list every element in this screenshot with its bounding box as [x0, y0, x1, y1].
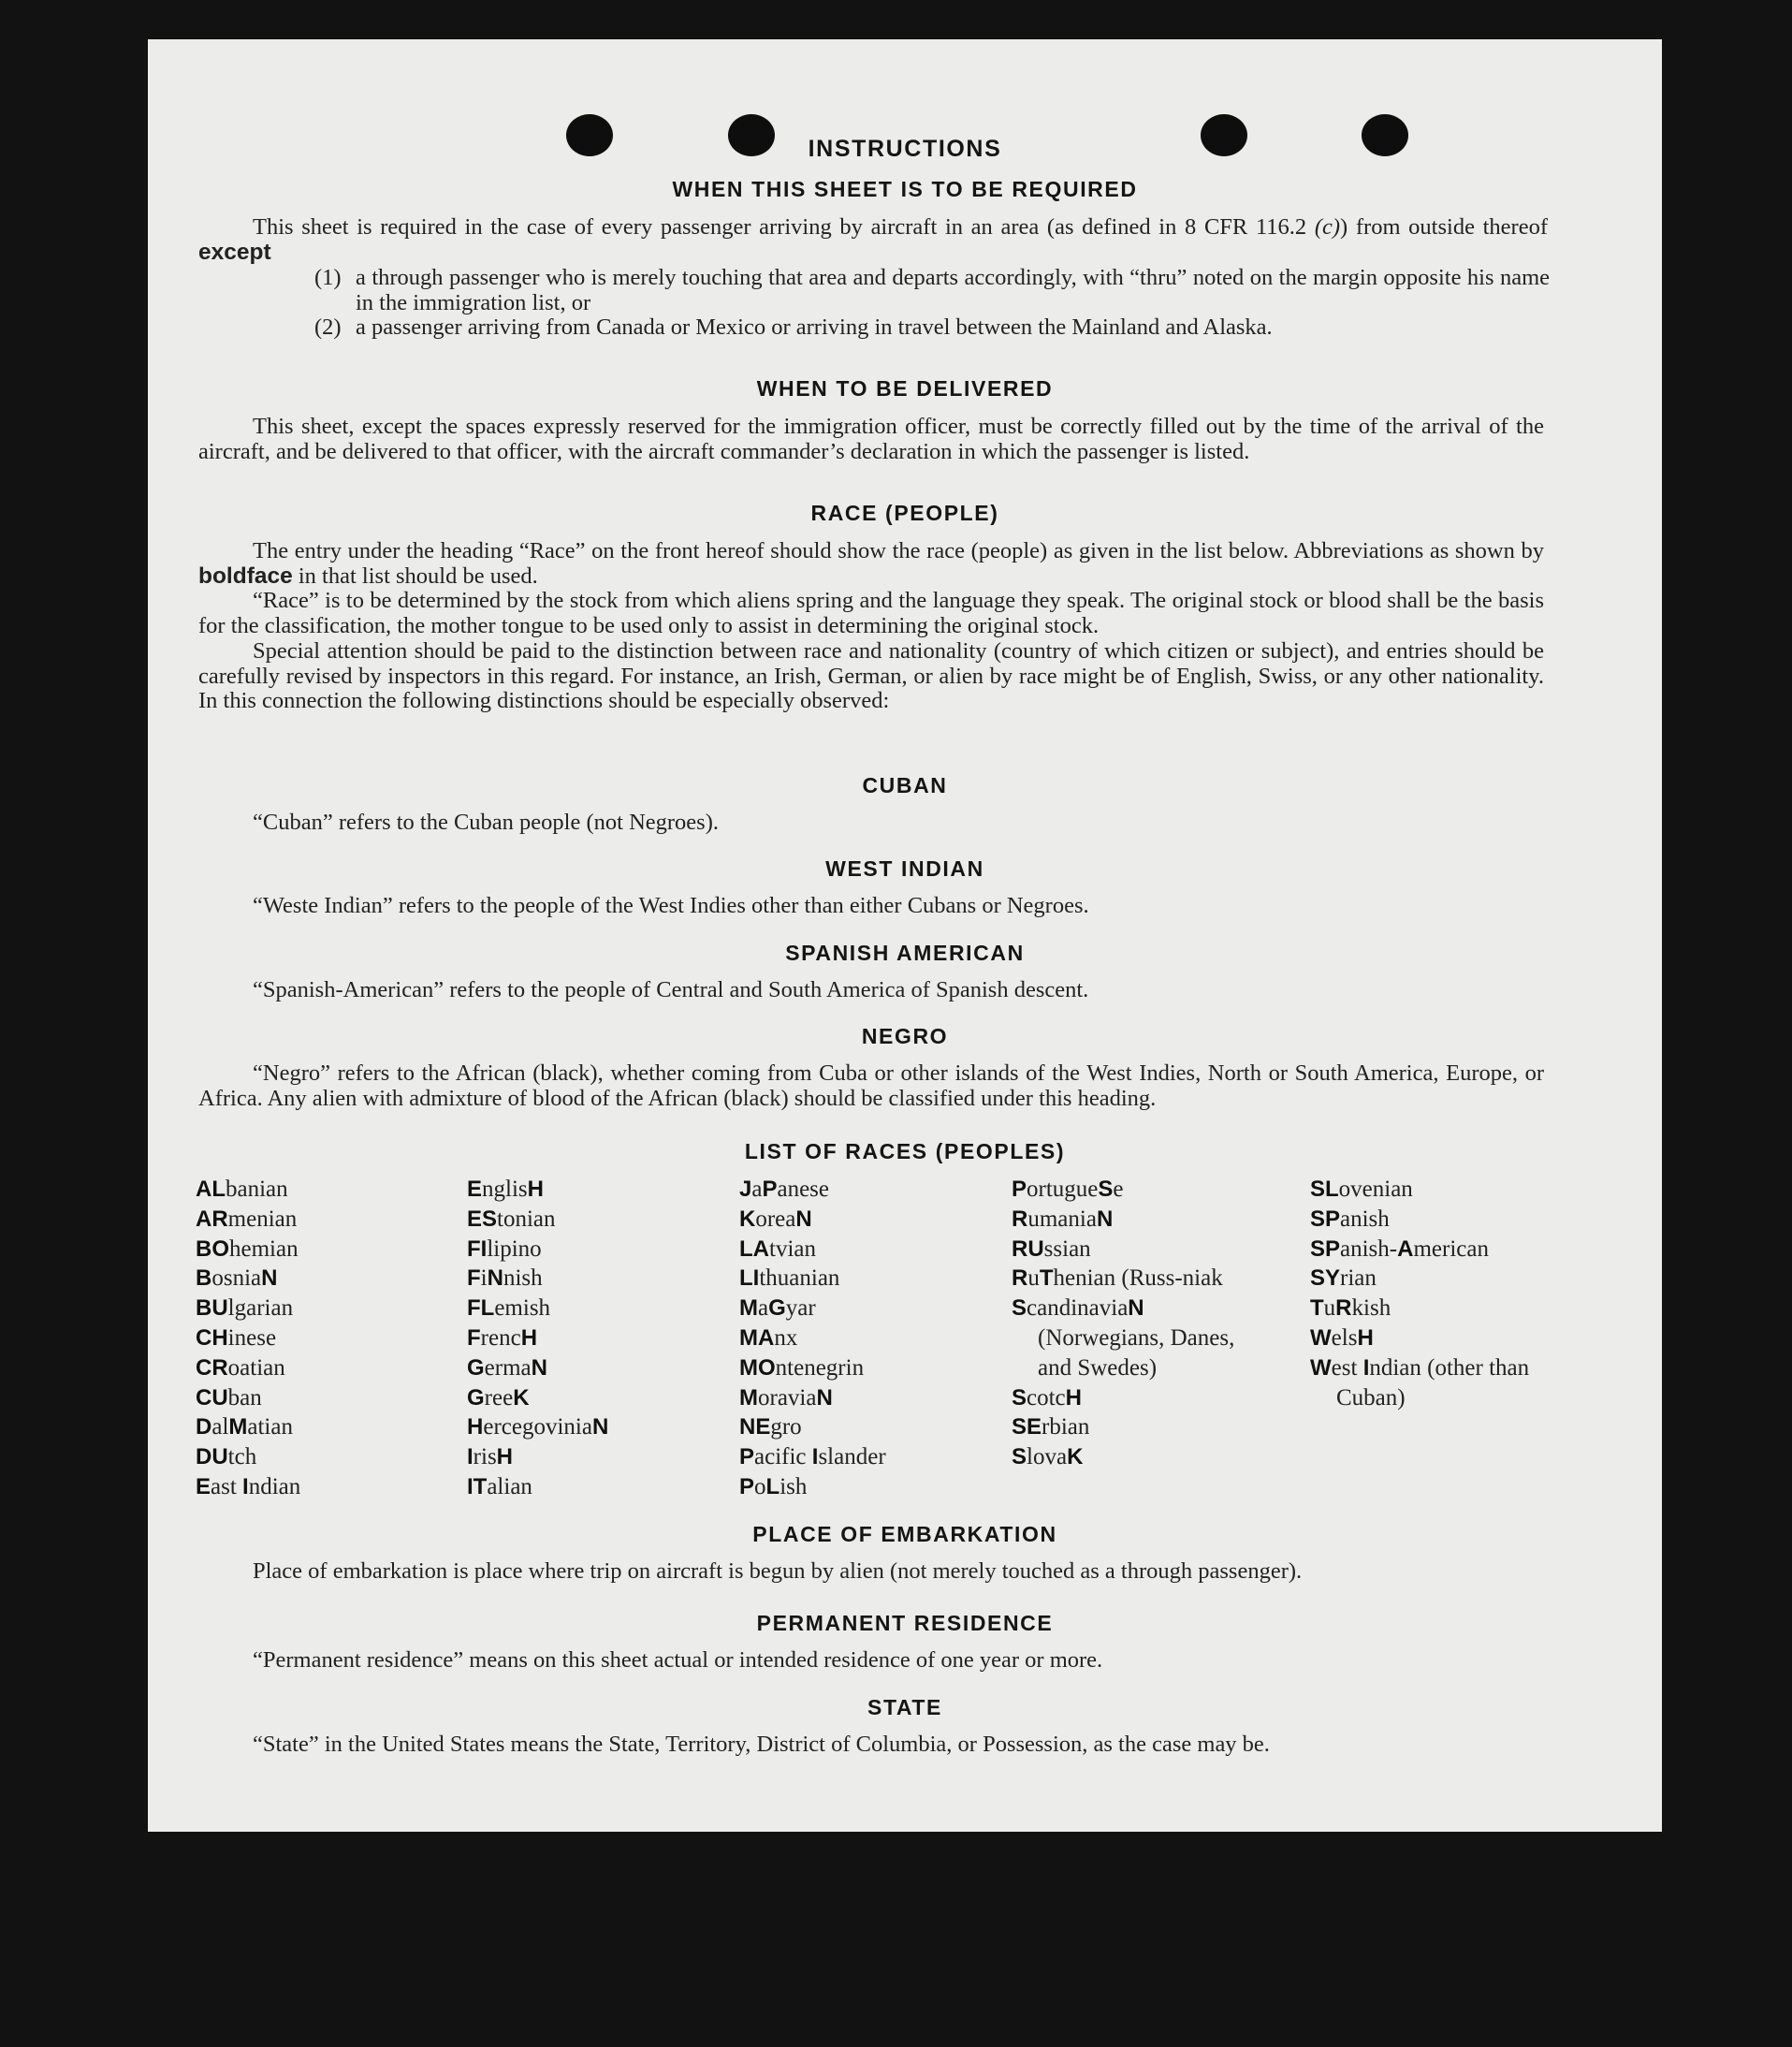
abbreviation-letters: I	[1362, 1354, 1370, 1381]
race-list-item	[467, 1264, 710, 1294]
race-name-text: renc	[480, 1324, 521, 1351]
abbreviation-letters: W	[1310, 1354, 1332, 1381]
race-name-text: umania	[1027, 1206, 1097, 1232]
abbreviation-letters: CH	[196, 1324, 228, 1351]
race-list-item	[1310, 1235, 1555, 1265]
heading-delivered: WHEN TO BE DELIVERED	[756, 376, 1054, 401]
race-name-text: i	[480, 1265, 488, 1292]
race-name-text: (Norwegians, Danes, and Swedes)	[1038, 1324, 1235, 1381]
race-list-item	[196, 1472, 439, 1502]
race-list-item	[1012, 1412, 1257, 1442]
race-name-text: henian (Russ-niak	[1053, 1265, 1223, 1292]
race-name-text: tonian	[497, 1206, 556, 1232]
bold-text: except	[198, 239, 271, 265]
abbreviation-letters: SP	[1310, 1236, 1341, 1262]
exception-number: (1)	[314, 265, 342, 290]
abbreviation-letters: R	[1012, 1206, 1028, 1232]
race-list-item	[196, 1323, 439, 1353]
race-list-item	[467, 1323, 710, 1353]
race-name-text: o	[754, 1473, 766, 1499]
race-column	[1310, 1175, 1555, 1412]
race-name-text: tvian	[769, 1236, 816, 1262]
race-name-text: ree	[484, 1384, 514, 1411]
page-title: INSTRUCTIONS	[808, 136, 1002, 162]
race-list-item	[739, 1412, 992, 1442]
abbreviation-letters: T	[1039, 1265, 1054, 1292]
race-list-item	[196, 1175, 439, 1205]
race-name-text: thuanian	[759, 1265, 840, 1292]
race-list-item	[739, 1175, 992, 1205]
race-name-text: tch	[227, 1444, 257, 1470]
race-list-item	[739, 1472, 992, 1502]
race-list-item	[467, 1175, 710, 1205]
race-name-text: menian	[227, 1206, 298, 1232]
race-list-item	[1012, 1294, 1257, 1382]
delivered-text: This sheet, except the spaces expressly reserved for the immigration officer, must be correctly filled out by the time of the arrival of the aircraft, and be delivered to that officer, with the aircraft commander’s declaration in which the passenger is listed.	[198, 414, 1544, 464]
race-list-item	[196, 1294, 439, 1323]
race-list-item	[196, 1353, 439, 1383]
race-name-text: ban	[227, 1384, 262, 1411]
race-name-text: ssian	[1043, 1236, 1091, 1262]
heading-race: RACE (PEOPLE)	[810, 501, 999, 525]
text: ) from outside thereof	[1340, 214, 1548, 240]
race-name-text: slander	[818, 1444, 886, 1470]
race-list-item	[1310, 1175, 1555, 1205]
race-list-item	[1012, 1235, 1257, 1265]
race-name-text: erma	[484, 1354, 532, 1381]
abbreviation-letters: DU	[196, 1444, 228, 1470]
race-name-text: al	[211, 1414, 229, 1440]
race-list-item	[739, 1353, 992, 1383]
race-list-item	[739, 1442, 992, 1472]
race-column	[196, 1175, 439, 1502]
race-list-item	[467, 1353, 710, 1383]
race-name-text: anish	[1340, 1206, 1390, 1232]
race-name-text: nglis	[482, 1177, 528, 1202]
heading-spanish-american: SPANISH AMERICAN	[785, 941, 1025, 965]
abbreviation-letters: AR	[196, 1206, 228, 1232]
race-list-item	[1310, 1264, 1555, 1294]
abbreviation-letters: H	[496, 1444, 514, 1470]
abbreviation-letters: L	[765, 1473, 780, 1499]
abbreviation-letters: M	[228, 1414, 248, 1440]
race-name-text: lipino	[487, 1236, 542, 1262]
race-name-text: ndian	[248, 1473, 301, 1499]
abbreviation-letters: N	[1096, 1206, 1114, 1232]
race-list-item	[196, 1383, 439, 1413]
race-name-text: els	[1331, 1324, 1358, 1351]
abbreviation-letters: S	[1012, 1384, 1027, 1411]
race-name-text: orea	[755, 1206, 796, 1232]
abbreviation-letters: NE	[739, 1414, 771, 1440]
race-name-text: emish	[494, 1295, 551, 1322]
race-list-item	[1012, 1442, 1257, 1472]
abbreviation-letters: LA	[739, 1236, 769, 1262]
race-list-item	[467, 1205, 710, 1235]
abbreviation-letters: R	[1012, 1265, 1028, 1292]
race-name-text: yar	[785, 1295, 816, 1322]
abbreviation-letters: W	[1310, 1324, 1332, 1351]
abbreviation-letters: CR	[196, 1354, 228, 1381]
race-list-item	[467, 1442, 710, 1472]
abbreviation-letters: ES	[467, 1206, 498, 1232]
race-name-text: a	[758, 1295, 769, 1322]
abbreviation-letters: I	[467, 1444, 473, 1470]
race-list-item	[1012, 1175, 1257, 1205]
race-name-text: ercegovinia	[483, 1414, 592, 1440]
spanish-american-text: “Spanish-American” refers to the people of Central and South America of Spanish descent.	[253, 977, 1089, 1002]
abbreviation-letters: N	[531, 1354, 547, 1381]
race-name-text: e	[1113, 1177, 1124, 1202]
race-name-text: u	[1323, 1295, 1336, 1322]
abbreviation-letters: G	[467, 1384, 485, 1411]
race-list-item	[467, 1472, 710, 1502]
abbreviation-letters: A	[1397, 1236, 1414, 1262]
race-column	[739, 1175, 992, 1502]
bold-text: boldface	[198, 563, 293, 589]
race-name-text: nx	[774, 1324, 798, 1351]
race-name-text: gro	[770, 1414, 802, 1440]
abbreviation-letters: N	[487, 1265, 503, 1292]
race-name-text: ish	[779, 1473, 808, 1499]
race-name-text: acific	[754, 1444, 812, 1470]
abbreviation-letters: N	[816, 1384, 833, 1411]
heading-list: LIST OF RACES (PEOPLES)	[744, 1139, 1066, 1163]
abbreviation-letters: P	[762, 1177, 778, 1202]
abbreviation-letters: N	[591, 1414, 609, 1440]
race-name-text: ovenian	[1338, 1177, 1413, 1202]
race-list-item	[196, 1264, 439, 1294]
heading-west-indian: WEST INDIAN	[825, 856, 984, 881]
race-name-text: u	[1027, 1265, 1040, 1292]
abbreviation-letters: SY	[1310, 1265, 1341, 1292]
race-name-text: nish	[503, 1265, 543, 1292]
race-name-text: lova	[1027, 1444, 1068, 1470]
race-name-text: est	[1331, 1354, 1363, 1381]
race-name-text: cotc	[1027, 1384, 1066, 1411]
race-list-item	[196, 1235, 439, 1265]
abbreviation-letters: D	[196, 1414, 212, 1440]
required-intro	[198, 215, 1548, 265]
race-name-text: candinavia	[1027, 1295, 1129, 1322]
text: in that list should be used.	[292, 563, 538, 589]
race-list-item	[1310, 1323, 1555, 1353]
abbreviation-letters: BU	[196, 1295, 228, 1322]
abbreviation-letters: K	[513, 1384, 530, 1411]
race-list-item	[196, 1442, 439, 1472]
heading-required: WHEN THIS SHEET IS TO BE REQUIRED	[672, 177, 1138, 201]
abbreviation-letters: IT	[467, 1473, 488, 1499]
abbreviation-letters: K	[739, 1206, 756, 1232]
race-list-item	[196, 1205, 439, 1235]
race-name-text: hemian	[229, 1236, 299, 1262]
abbreviation-letters: R	[1335, 1295, 1352, 1322]
race-name-text: rian	[1340, 1265, 1377, 1292]
race-list-item	[739, 1323, 992, 1353]
heading-embarkation: PLACE OF EMBARKATION	[752, 1522, 1057, 1546]
abbreviation-letters: S	[1012, 1444, 1027, 1470]
instruction-sheet	[148, 39, 1662, 1832]
embarkation-text: Place of embarkation is place where trip on aircraft is begun by alien (not merely touched as a through passenger).	[253, 1558, 1303, 1584]
abbreviation-letters: SE	[1012, 1414, 1042, 1440]
race-list-item	[1012, 1383, 1257, 1413]
exception-number: (2)	[314, 314, 342, 340]
abbreviation-letters: S	[1098, 1177, 1114, 1202]
race-name-text: ndian (other than Cuban)	[1336, 1354, 1530, 1411]
abbreviation-letters: G	[768, 1295, 786, 1322]
race-name-text: lgarian	[227, 1295, 294, 1322]
race-list-item	[739, 1235, 992, 1265]
negro-text: “Negro” refers to the African (black), whether coming from Cuba or other islands of the West Indies, North or South America, Europe, or Africa. Any alien with admixture of blood of the African (black) should be classified under this heading.	[198, 1060, 1544, 1111]
abbreviation-letters: J	[739, 1177, 752, 1202]
race-text	[198, 539, 1544, 714]
heading-residence: PERMANENT RESIDENCE	[756, 1611, 1054, 1635]
abbreviation-letters: LI	[739, 1265, 760, 1292]
residence-text: “Permanent residence” means on this sheet actual or intended residence of one year or more.	[253, 1647, 1103, 1673]
abbreviation-letters: P	[1012, 1177, 1027, 1202]
abbreviation-letters: F	[467, 1324, 481, 1351]
race-name-text: ortugue	[1027, 1177, 1099, 1202]
race-list-item	[739, 1205, 992, 1235]
abbreviation-letters: I	[242, 1473, 249, 1499]
abbreviation-letters: H	[520, 1324, 538, 1351]
race-name-text: merican	[1413, 1236, 1489, 1262]
race-name-text: ntenegrin	[775, 1354, 865, 1381]
race-list-item	[467, 1412, 710, 1442]
race-name-text: banian	[226, 1177, 288, 1202]
abbreviation-letters: H	[467, 1414, 484, 1440]
race-name-text: ast	[211, 1473, 243, 1499]
race-list-item	[467, 1235, 710, 1265]
abbreviation-letters: G	[467, 1354, 485, 1381]
abbreviation-letters: SL	[1310, 1177, 1339, 1202]
heading-cuban: CUBAN	[862, 773, 948, 797]
exception-text	[356, 266, 1550, 315]
abbreviation-letters: SP	[1310, 1206, 1341, 1232]
text: The entry under the heading “Race” on the front hereof should show the race (people) as given in the list below. Abbreviations as shown by	[253, 538, 1544, 563]
paragraph: Special attention should be paid to the distinction between race and nationality (country of which citizen or subject), and entries should be carefully revised by inspectors in this regard. For instance, an Irish, German, or alien by race might be of English, Swiss, or any other nationality. In this connection the following distinctions should be especially observed:	[198, 637, 1544, 714]
abbreviation-letters: T	[1310, 1295, 1324, 1322]
paragraph	[198, 539, 1544, 589]
paragraph: “Race” is to be determined by the stock from which aliens spring and the language they speak. The original stock or blood shall be the basis for the classification, the mother tongue to be used only to assist in determining the original stock.	[198, 588, 1544, 639]
abbreviation-letters: N	[795, 1206, 812, 1232]
race-name-text: kish	[1351, 1295, 1391, 1322]
race-name-text: anese	[777, 1177, 830, 1202]
race-list-item	[467, 1294, 710, 1323]
race-list-item	[739, 1264, 992, 1294]
abbreviation-letters: M	[739, 1295, 758, 1322]
west-indian-text: “Weste Indian” refers to the people of the West Indies other than either Cubans or Negroes.	[253, 893, 1089, 918]
text: This sheet is required in the case of every passenger arriving by aircraft in an area (as defined in 8 CFR 116.2	[253, 214, 1315, 240]
race-list-item	[739, 1294, 992, 1323]
race-list-item	[467, 1383, 710, 1413]
race-column	[1012, 1175, 1257, 1472]
race-list-item	[1310, 1294, 1555, 1323]
race-list-item	[1012, 1264, 1257, 1294]
abbreviation-letters: H	[1357, 1324, 1374, 1351]
race-name-text: oravia	[758, 1384, 817, 1411]
race-name-text: anish-	[1340, 1236, 1398, 1262]
abbreviation-letters: S	[1012, 1295, 1027, 1322]
race-name-text: oatian	[227, 1354, 285, 1381]
abbreviation-letters: FL	[467, 1295, 495, 1322]
abbreviation-letters: N	[261, 1265, 278, 1292]
abbreviation-letters: F	[467, 1265, 481, 1292]
abbreviation-letters: K	[1067, 1444, 1084, 1470]
race-name-text: atian	[247, 1414, 293, 1440]
abbreviation-letters: AL	[196, 1177, 226, 1202]
race-name-text: inese	[227, 1324, 277, 1351]
heading-state: STATE	[867, 1695, 942, 1719]
race-name-text: a	[751, 1177, 763, 1202]
race-list-item	[196, 1412, 439, 1442]
abbreviation-letters: B	[196, 1265, 212, 1292]
race-name-text: alian	[487, 1473, 532, 1499]
abbreviation-letters: H	[1065, 1384, 1082, 1411]
abbreviation-letters: P	[739, 1473, 755, 1499]
exception-text: a passenger arriving from Canada or Mexico or arriving in travel between the Mainland and Alaska.	[356, 314, 1273, 340]
abbreviation-letters: FI	[467, 1236, 488, 1262]
abbreviation-letters: E	[196, 1473, 211, 1499]
abbreviation-letters: MA	[739, 1324, 775, 1351]
abbreviation-letters: MO	[739, 1354, 776, 1381]
state-text: “State” in the United States means the State, Territory, District of Columbia, or Possession, as the case may be.	[253, 1732, 1270, 1757]
abbreviation-letters: I	[811, 1444, 819, 1470]
race-name-text: ris	[473, 1444, 497, 1470]
abbreviation-letters: H	[527, 1177, 544, 1202]
race-column	[467, 1175, 710, 1502]
abbreviation-letters: BO	[196, 1236, 229, 1262]
heading-negro: NEGRO	[861, 1024, 949, 1048]
race-name-text: rbian	[1042, 1414, 1090, 1440]
race-list-item	[1310, 1205, 1555, 1235]
abbreviation-letters: M	[739, 1384, 758, 1411]
cuban-text: “Cuban” refers to the Cuban people (not Negroes).	[253, 810, 719, 835]
race-list-item	[1012, 1205, 1257, 1235]
abbreviation-letters: E	[467, 1177, 483, 1202]
text: a through passenger who is merely touching that area and departs accordingly, with “thru” noted on the margin opposite his name in the immigration list, or	[356, 265, 1550, 315]
race-list-item	[1310, 1353, 1555, 1413]
abbreviation-letters: N	[1128, 1295, 1144, 1322]
text: (c)	[1314, 214, 1341, 240]
race-name-text: osnia	[211, 1265, 262, 1292]
abbreviation-letters: RU	[1012, 1236, 1044, 1262]
abbreviation-letters: CU	[196, 1384, 228, 1411]
abbreviation-letters: P	[739, 1444, 755, 1470]
race-list-item	[739, 1383, 992, 1413]
